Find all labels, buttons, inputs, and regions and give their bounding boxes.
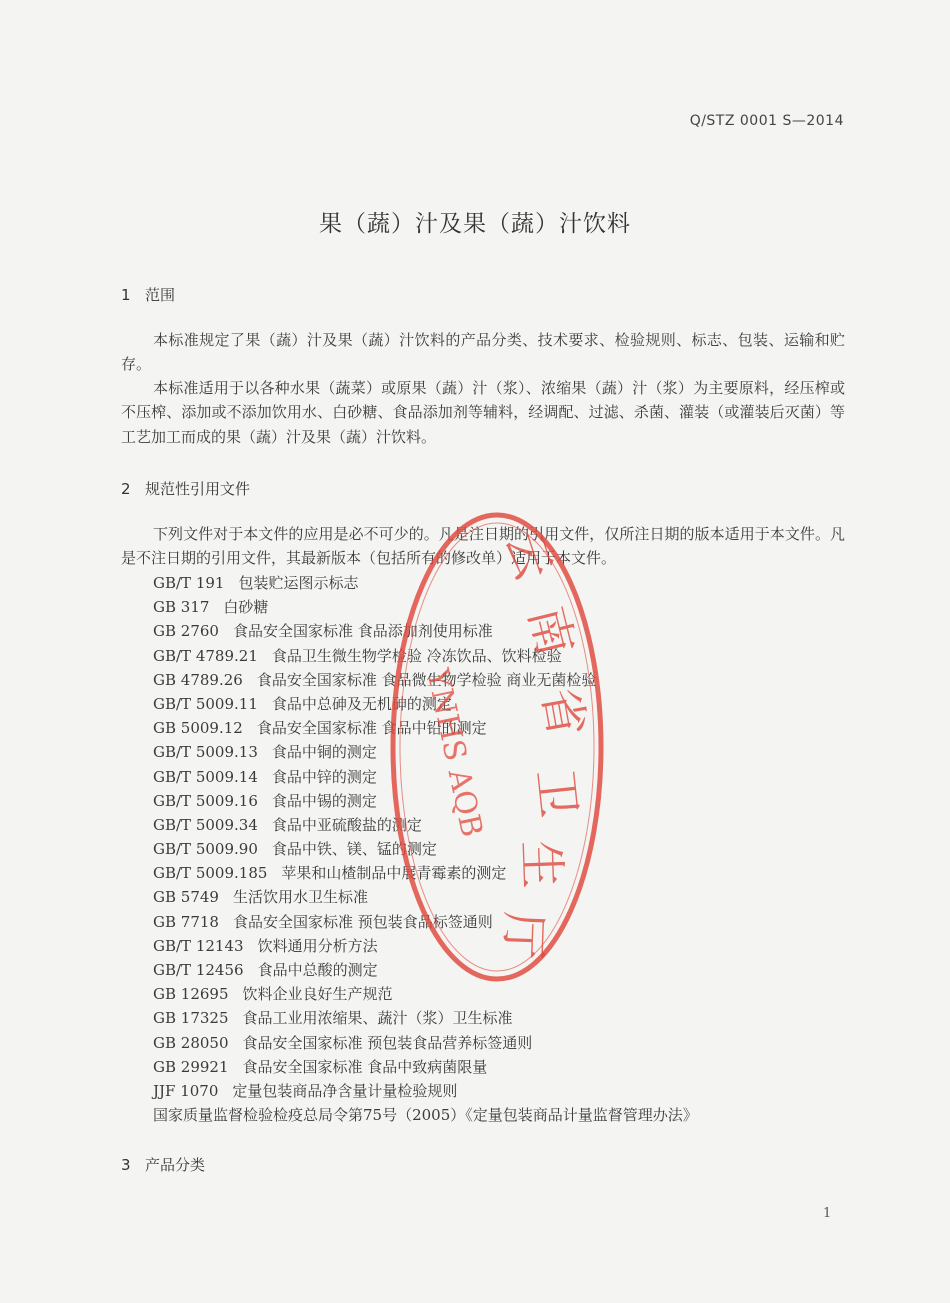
reference-item (153, 837, 853, 861)
section-title: 范围 (145, 286, 176, 304)
reference-item (153, 1006, 853, 1030)
reference-item (153, 765, 853, 789)
reference-title: 生活饮用水卫生标准 (232, 888, 368, 907)
reference-item (153, 861, 853, 885)
scope-paragraph-2: 本标准适用于以各种水果（蔬菜）或原果（蔬）汁（浆）、浓缩果（蔬）汁（浆）为主要原料，经压榨或不压榨、添加或不添加饮用水、白砂糖、食品添加剂等辅料，经调配、过滤、杀菌、灌装（或灌装后灭菌）等工艺加工而成的果（蔬）汁及果（蔬）汁饮料。 (121, 379, 845, 446)
section-title: 产品分类 (145, 1156, 206, 1174)
reference-item (153, 571, 853, 595)
reference-code: GB/T 4789.21 (153, 646, 258, 665)
reference-title: 食品中锡的测定 (271, 791, 377, 810)
reference-code: GB/T 191 (153, 574, 225, 592)
reference-item (153, 595, 853, 619)
reference-title: 食品中铁、镁、锰的测定 (271, 840, 437, 859)
reference-code: JJF 1070 (153, 1081, 219, 1100)
section-heading-classification (121, 1154, 205, 1175)
reference-item (153, 1031, 853, 1055)
reference-title: 食品中锌的测定 (271, 767, 377, 786)
reference-code: GB 17325 (153, 1009, 229, 1028)
reference-item (153, 692, 853, 716)
reference-code: GB 317 (153, 598, 210, 617)
reference-title: 食品卫生微生物学检验 冷冻饮品、饮料检验 (271, 646, 562, 665)
seal-character: 卫 (525, 766, 587, 821)
reference-code: GB 5009.12 (153, 719, 243, 738)
reference-title: 食品中总砷及无机砷的测定 (271, 694, 452, 713)
reference-item (153, 789, 853, 813)
reference-title: 食品安全国家标准 食品中致病菌限量 (242, 1057, 488, 1076)
standard-code: Q/STZ 0001 S—2014 (689, 113, 844, 129)
reference-title: 食品工业用浓缩果、蔬汁（浆）卫生标准 (242, 1009, 513, 1028)
section-number: 3 (121, 1156, 131, 1174)
reference-item (153, 740, 853, 764)
section-heading-normative (121, 478, 250, 499)
reference-title: 定量包装商品净含量计量检验规则 (232, 1081, 458, 1100)
reference-code: GB 29921 (153, 1057, 229, 1076)
reference-title: 白砂糖 (223, 598, 269, 617)
reference-code: GB/T 5009.13 (153, 743, 258, 762)
reference-list (153, 571, 853, 1127)
section-title: 规范性引用文件 (145, 480, 251, 498)
reference-code: GB/T 5009.90 (153, 840, 258, 859)
reference-item (153, 644, 853, 668)
reference-item (153, 934, 853, 958)
reference-item (153, 1103, 853, 1127)
reference-title: 包装贮运图示标志 (238, 574, 359, 592)
seal-character: 省 (531, 683, 595, 741)
section-heading-scope (121, 284, 175, 305)
document-title: 果（蔬）汁及果（蔬）汁饮料 (319, 211, 631, 237)
reference-title: 食品安全国家标准 食品添加剂使用标准 (232, 622, 493, 641)
reference-item (153, 619, 853, 643)
reference-title: 国家质量监督检验检疫总局令第75号（2005）《定量包装商品计量监督管理办法》 (153, 1106, 698, 1125)
reference-item (153, 910, 853, 934)
reference-title: 食品安全国家标准 食品中铅的测定 (256, 719, 487, 738)
reference-title: 饮料通用分析方法 (257, 936, 378, 955)
normative-intro: 下列文件对于本文件的应用是必不可少的。凡是注日期的引用文件，仅所注日期的版本适用于本文件。凡是不注日期的引用文件，其最新版本（包括所有的修改单）适用于本文件。 (121, 525, 845, 568)
reference-title: 食品中亚硫酸盐的测定 (271, 815, 422, 834)
seal-character: 生 (512, 839, 570, 890)
seal-character: 南 (517, 601, 584, 662)
reference-item (153, 716, 853, 740)
section-number: 1 (121, 286, 131, 304)
reference-title: 食品安全国家标准 预包装食品标签通则 (232, 912, 493, 931)
reference-item (153, 885, 853, 909)
reference-item (153, 813, 853, 837)
reference-code: GB/T 5009.16 (153, 791, 258, 810)
seal-latin-text: YNHS AQB (419, 665, 490, 841)
reference-code: GB 28050 (153, 1033, 229, 1052)
reference-title: 食品中铜的测定 (271, 743, 377, 762)
reference-code: GB/T 5009.14 (153, 767, 258, 786)
scope-paragraph-1: 本标准规定了果（蔬）汁及果（蔬）汁饮料的产品分类、技术要求、检验规则、标志、包装、运输和贮存。 (121, 331, 845, 374)
reference-title: 饮料企业良好生产规范 (242, 985, 393, 1004)
reference-code: GB 12695 (153, 985, 229, 1004)
reference-title: 食品安全国家标准 预包装食品营养标签通则 (242, 1033, 533, 1052)
reference-code: GB 2760 (153, 622, 219, 641)
reference-title: 食品安全国家标准 食品微生物学检验 商业无菌检验 (256, 670, 597, 689)
reference-code: GB/T 12143 (153, 936, 244, 955)
seal-character: 厅 (494, 910, 552, 961)
reference-code: GB/T 5009.34 (153, 815, 258, 834)
reference-code: GB/T 12456 (153, 961, 244, 979)
reference-code: GB 7718 (153, 912, 219, 931)
reference-code: GB 5749 (153, 888, 219, 907)
reference-title: 食品中总酸的测定 (257, 961, 378, 979)
reference-item (153, 958, 853, 982)
reference-code: GB/T 5009.11 (153, 694, 258, 713)
reference-code: GB 4789.26 (153, 670, 243, 689)
reference-item (153, 982, 853, 1006)
section-number: 2 (121, 480, 131, 498)
reference-item (153, 668, 853, 692)
reference-code: GB/T 5009.185 (153, 864, 268, 883)
reference-item (153, 1055, 853, 1079)
reference-title: 苹果和山楂制品中展青霉素的测定 (281, 864, 507, 883)
seal-character: 云 (494, 523, 563, 587)
page-number: 1 (823, 1206, 832, 1221)
reference-item (153, 1079, 853, 1103)
